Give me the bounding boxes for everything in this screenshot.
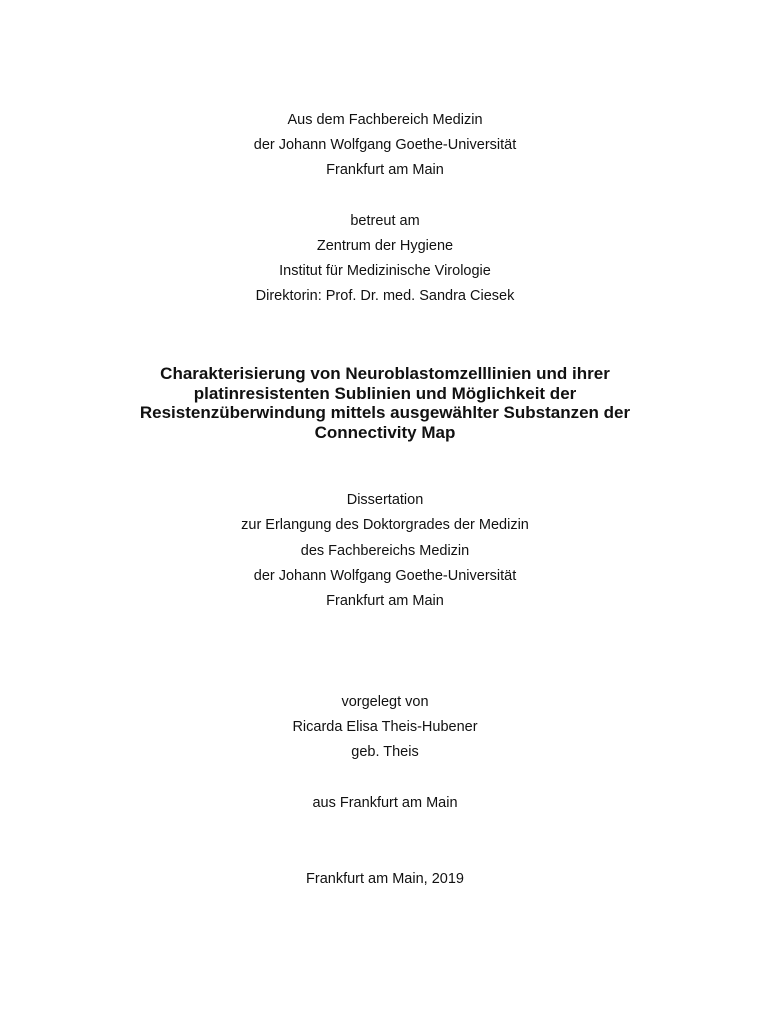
dissertation-title <box>0 364 770 442</box>
institution-line-university: der Johann Wolfgang Goethe-Universität <box>253 137 517 153</box>
institution-line-city: Frankfurt am Main <box>326 162 444 178</box>
place-and-date: Frankfurt am Main, 2019 <box>306 871 464 887</box>
dissertation-line-city: Frankfurt am Main <box>326 593 444 609</box>
supervision-line-center: Zentrum der Hygiene <box>316 238 454 254</box>
dissertation-line-university: der Johann Wolfgang Goethe-Universität <box>253 568 517 584</box>
title-line-3: Resistenzüberwindung mittels ausgewählter Substanzen der <box>139 403 631 422</box>
supervision-line-director: Direktorin: Prof. Dr. med. Sandra Ciesek <box>255 288 515 304</box>
dissertation-line-faculty: des Fachbereichs Medizin <box>300 543 470 559</box>
title-line-2: platinresistenten Sublinien und Möglichkeit der <box>193 383 577 403</box>
author-origin: aus Frankfurt am Main <box>312 795 458 811</box>
author-birth-name: geb. Theis <box>351 744 419 760</box>
dissertation-line-type: Dissertation <box>346 492 424 508</box>
dissertation-line-purpose: zur Erlangung des Doktorgrades der Medizin <box>241 517 529 533</box>
author-line-submitted-by: vorgelegt von <box>341 694 429 710</box>
supervision-line-institute: Institut für Medizinische Virologie <box>279 263 491 279</box>
author-name: Ricarda Elisa Theis-Hubener <box>292 719 478 735</box>
supervision-line-intro: betreut am <box>350 213 420 229</box>
institution-line-faculty: Aus dem Fachbereich Medizin <box>287 112 483 128</box>
title-line-1: Charakterisierung von Neuroblastomzelllinien und ihrer <box>160 364 610 383</box>
title-line-4: Connectivity Map <box>314 422 456 442</box>
